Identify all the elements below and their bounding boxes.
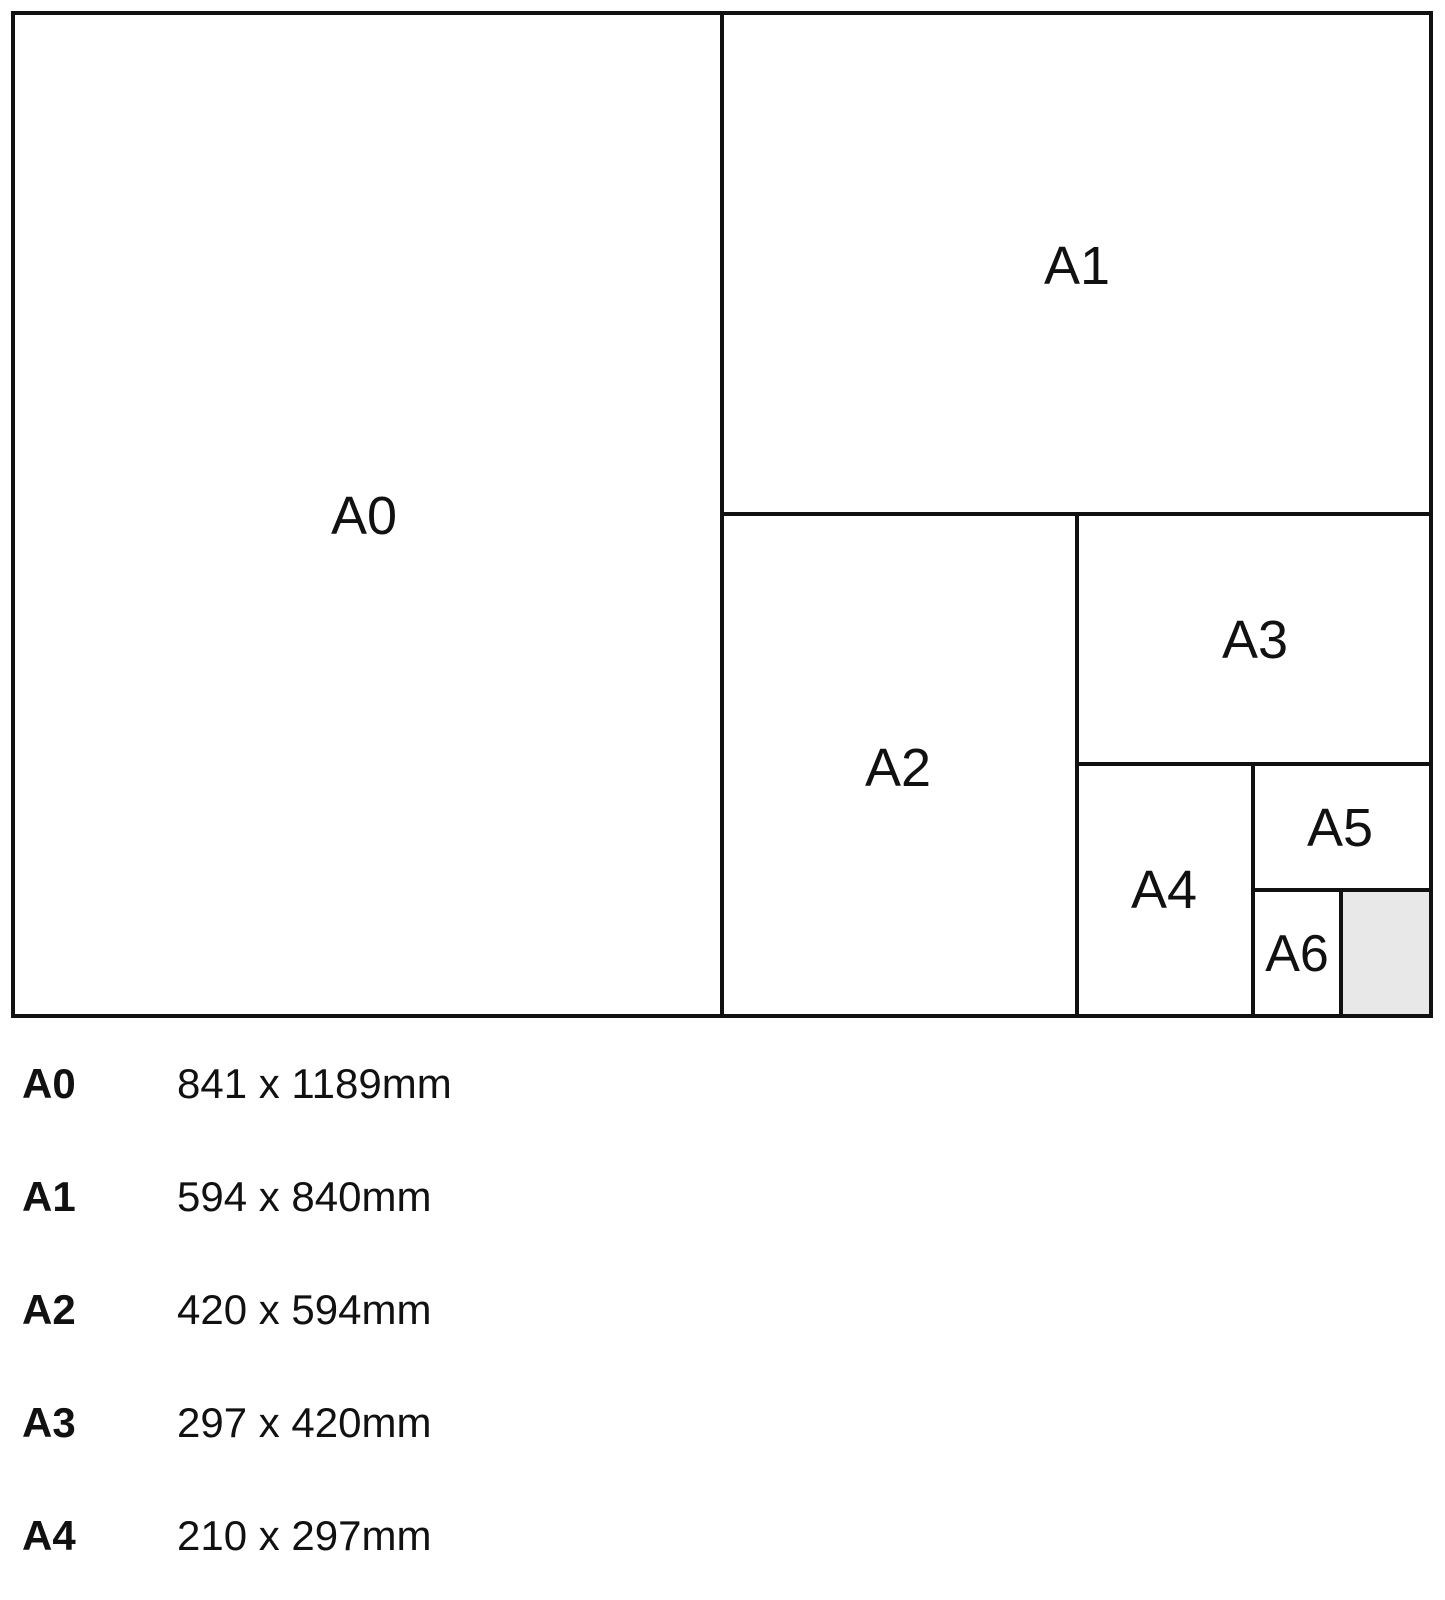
a5-label: A5	[1306, 798, 1374, 858]
size-row-a2	[22, 1280, 431, 1340]
size-name: A4	[22, 1512, 76, 1559]
size-dimensions: 594 x 840mm	[177, 1173, 432, 1220]
size-dimensions: 841 x 1189mm	[177, 1060, 452, 1107]
size-name: A1	[22, 1173, 76, 1220]
size-dimensions: 420 x 594mm	[177, 1286, 432, 1333]
a6-label: A6	[1265, 925, 1329, 983]
size-row-a4	[22, 1506, 431, 1566]
a3-label: A3	[1221, 610, 1289, 670]
size-row-a3	[22, 1393, 431, 1453]
a2-label: A2	[864, 738, 932, 798]
size-row-a0	[22, 1054, 452, 1114]
size-name: A3	[22, 1399, 76, 1446]
a4-label: A4	[1130, 860, 1198, 920]
a7-filler-box	[1341, 892, 1429, 1014]
size-name: A0	[22, 1060, 76, 1107]
a1-label: A1	[1043, 236, 1111, 296]
size-row-a1	[22, 1167, 431, 1227]
size-name: A2	[22, 1286, 76, 1333]
size-dimensions: 297 x 420mm	[177, 1399, 432, 1446]
size-dimensions: 210 x 297mm	[177, 1512, 432, 1559]
a0-label: A0	[330, 486, 398, 546]
